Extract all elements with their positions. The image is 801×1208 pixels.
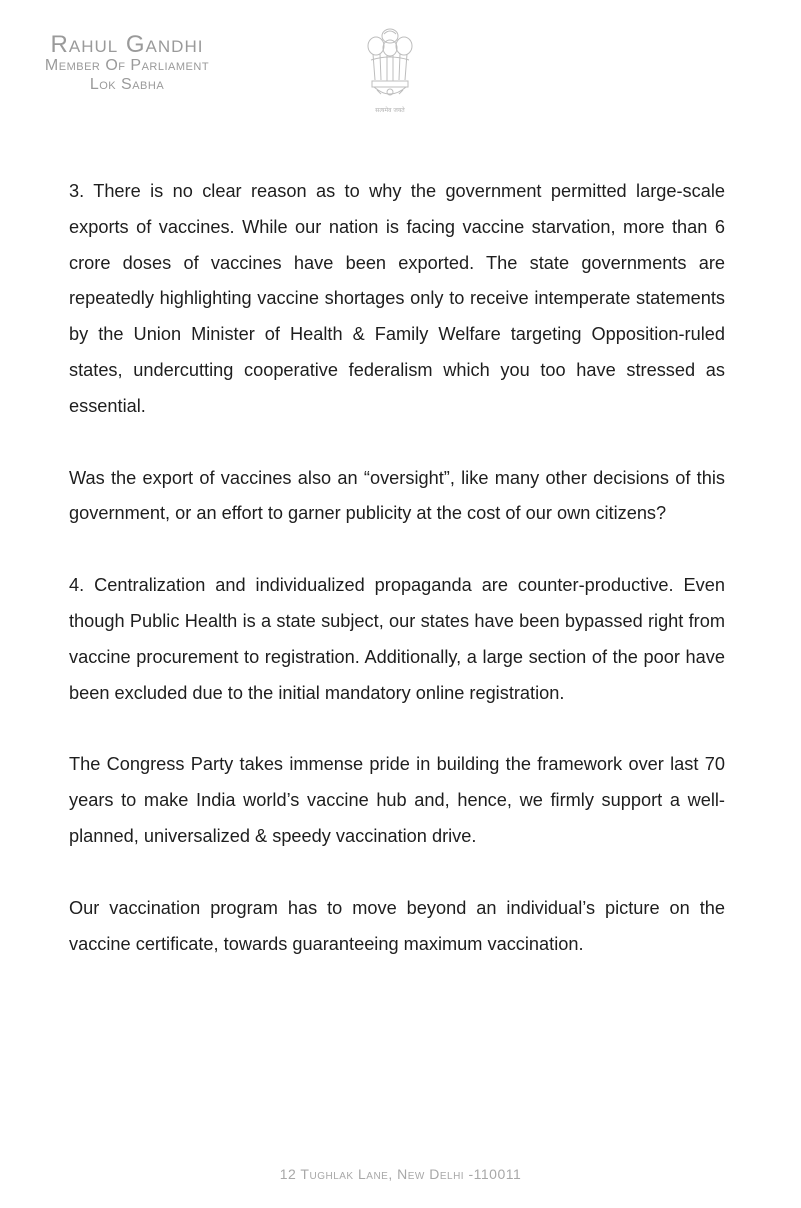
paragraph-export-question: Was the export of vaccines also an “oversight”, like many other decisions of this government, or an effort to garner publicity at the cost of our own citizens? xyxy=(69,467,725,524)
paragraph-vaccination-program: Our vaccination program has to move beyond an individual’s picture on the vaccine certificate, towards guaranteeing maximum vaccination. xyxy=(69,897,725,954)
state-emblem-of-india-icon xyxy=(365,26,415,121)
sender-house: Lok Sabha xyxy=(89,76,165,93)
paragraph-point-3: 3. There is no clear reason as to why the government permitted large-scale exports of vaccines. While our nation is facing vaccine starvation, more than 6 crore doses of vaccines have been exported. The state governments are repeatedly highlighting vaccine shortages only to receive intemperate statements by the Union Minister of Health & Family Welfare targeting Opposition-ruled states, undercutting cooperative federalism which you too have stressed as essential. xyxy=(69,181,725,416)
paragraph-point-4: 4. Centralization and individualized propaganda are counter-productive. Even though Public Health is a state subject, our states have been bypassed right from vaccine procurement to registration. Additionally, a large section of the poor have been excluded due to the initial mandatory online registration. xyxy=(69,575,725,703)
letter-body xyxy=(69,174,725,998)
footer-address: 12 Tughlak Lane, New Delhi -110011 xyxy=(279,1166,522,1182)
letterhead xyxy=(22,33,232,95)
sender-name: Rahul Gandhi xyxy=(50,31,204,58)
sender-title: Member Of Parliament xyxy=(44,57,210,74)
paragraph-congress-support: The Congress Party takes immense pride in building the framework over last 70 years to make India world’s vaccine hub and, hence, we firmly support a well-planned, universalized & speedy vaccination drive. xyxy=(69,754,725,846)
emblem-motto: सत्यमेव जयते xyxy=(375,107,405,114)
